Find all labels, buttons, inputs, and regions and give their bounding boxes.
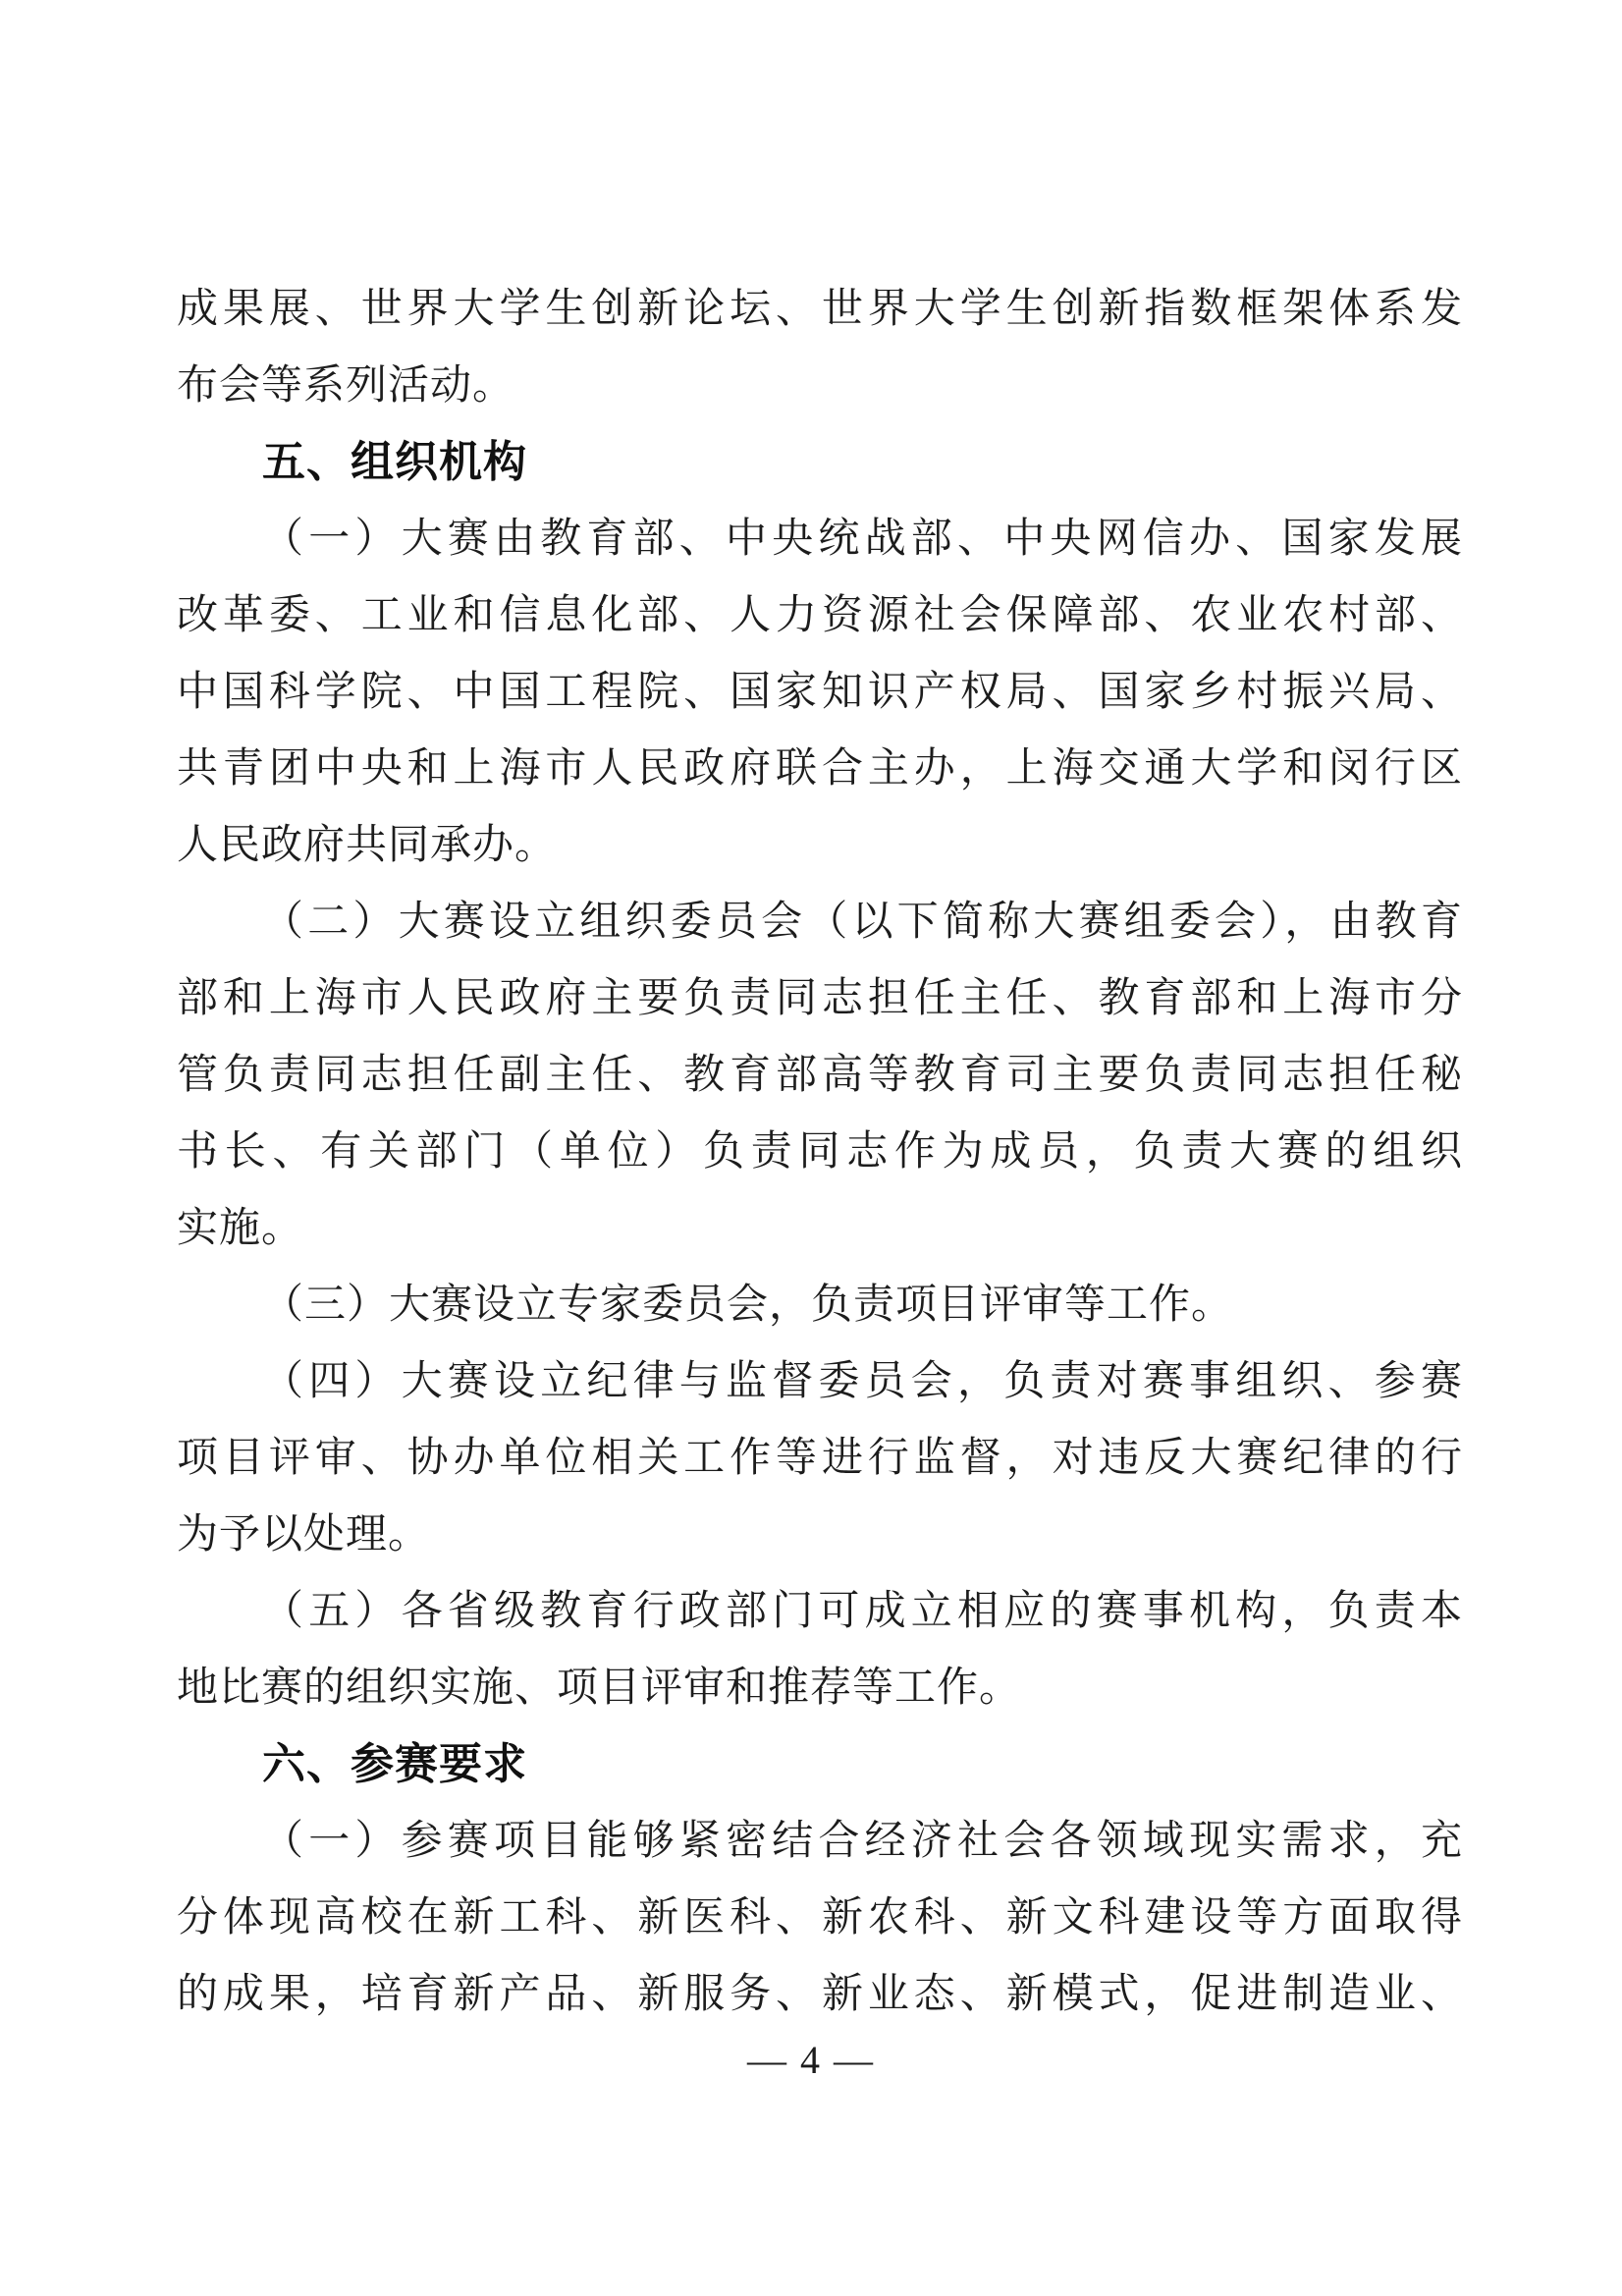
text-line: 改革委、工业和信息化部、人力资源社会保障部、农业农村部、 [177,593,1463,638]
document-text-block [177,271,1463,2033]
text-line: （三）大赛设立专家委员会，负责项目评审等工作。 [262,1283,1234,1328]
text-line: 的成果，培育新产品、新服务、新业态、新模式，促进制造业、 [177,1972,1463,2017]
text-line: 人民政府共同承办。 [177,823,558,868]
text-line: 管负责同志担任副主任、教育部高等教育司主要负责同志担任秘 [177,1053,1463,1098]
text-line: 实施。 [177,1206,304,1251]
section-heading: 六、参赛要求 [262,1740,527,1788]
text-line: 中国科学院、中国工程院、国家知识产权局、国家乡村振兴局、 [177,670,1463,715]
text-line: 布会等系列活动。 [177,363,515,409]
page-number: — 4 — [747,2038,875,2082]
text-line: 地比赛的组织实施、项目评审和推荐等工作。 [177,1666,1022,1711]
text-line: 为予以处理。 [177,1512,431,1558]
text-line: 分体现高校在新工科、新医科、新农科、新文科建设等方面取得 [177,1895,1463,1941]
section-heading: 五、组织机构 [262,438,527,486]
text-line: （二）大赛设立组织委员会（以下简称大赛组委会），由教育 [262,900,1463,945]
text-line: 成果展、世界大学生创新论坛、世界大学生创新指数框架体系发 [177,287,1463,332]
text-line: （五）各省级教育行政部门可成立相应的赛事机构，负责本 [262,1589,1463,1634]
text-line: （一）大赛由教育部、中央统战部、中央网信办、国家发展 [262,517,1463,562]
text-line: 部和上海市人民政府主要负责同志担任主任、教育部和上海市分 [177,976,1463,1021]
text-line: 项目评审、协办单位相关工作等进行监督，对违反大赛纪律的行 [177,1436,1463,1481]
text-line: （一）参赛项目能够紧密结合经济社会各领域现实需求，充 [262,1819,1463,1864]
text-line: 共青团中央和上海市人民政府联合主办，上海交通大学和闵行区 [177,746,1463,792]
text-line: 书长、有关部门（单位）负责同志作为成员，负责大赛的组织 [177,1129,1463,1175]
text-line: （四）大赛设立纪律与监督委员会，负责对赛事组织、参赛 [262,1359,1463,1404]
